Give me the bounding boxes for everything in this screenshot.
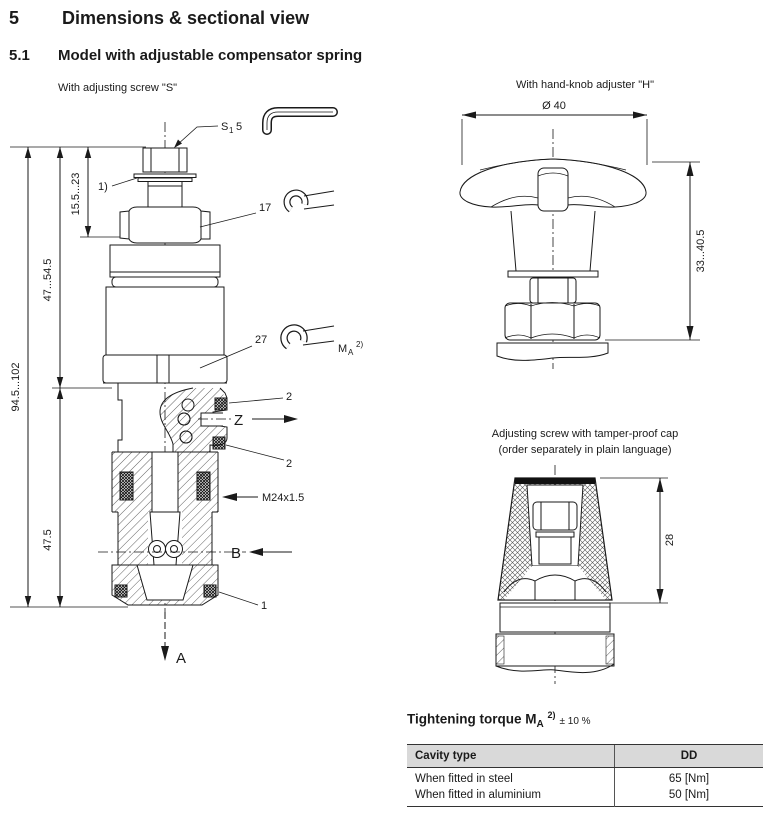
port-b-label: B	[231, 545, 242, 562]
table-row-steel	[407, 768, 763, 788]
oring-mid-leader	[226, 445, 284, 460]
dim-cap-height: 28	[664, 533, 676, 547]
seal-bottom-leader	[219, 592, 258, 605]
oring-upper	[215, 398, 227, 410]
allen-size-sub: 1	[229, 126, 234, 135]
oring-upper-leader	[229, 398, 283, 403]
cavity-type-steel: When fitted in steel	[415, 773, 513, 785]
torque-symbol-sup: 2)	[356, 340, 364, 349]
torque-symbol-sub: A	[348, 348, 354, 357]
dim-knob-diameter: Ø 40	[542, 100, 566, 112]
oring-upper-label: 2	[286, 391, 293, 403]
torque-title-sub: A	[536, 719, 544, 731]
torque-tolerance: ± 10 %	[559, 715, 591, 727]
allen-size-label: S	[221, 121, 229, 133]
body-hex-size-label: 27	[255, 334, 268, 346]
torque-aluminium: 50 [Nm]	[615, 787, 764, 807]
allen-size-value: 5	[236, 121, 243, 133]
washer-note-label: 1)	[98, 181, 108, 193]
dim-screw-travel: 15.5...23	[70, 172, 82, 216]
locknut	[505, 303, 600, 341]
torque-table-title	[407, 710, 591, 730]
dim-knob-height: 33...40.5	[695, 229, 707, 273]
hand-knob-drawing	[420, 95, 750, 380]
adjusting-screw-view-title: With adjusting screw "S"	[58, 82, 178, 94]
seal-bottom-label: 1	[261, 600, 268, 612]
torque-title-sup: 2)	[547, 710, 556, 720]
dim-overall-length: 94.5...102	[10, 362, 22, 412]
torque-table-header-row	[407, 745, 763, 768]
torque-symbol: M	[338, 343, 348, 355]
thread-label: M24x1.5	[262, 492, 305, 504]
subsection-title: Model with adjustable compensator spring	[58, 47, 363, 64]
dim-upper-length: 47...54.5	[42, 258, 54, 302]
section-heading	[9, 8, 309, 29]
dim-lower-length: 47.5	[42, 529, 54, 551]
seal-bottom-left	[115, 585, 127, 597]
port-a-arrow	[161, 612, 169, 661]
seal-bottom-right	[204, 585, 216, 597]
knob-outline	[460, 159, 646, 211]
open-end-wrench-icon	[283, 189, 334, 214]
torque-title-text: Tightening torque M	[407, 711, 537, 727]
subsection-number: 5.1	[9, 47, 30, 64]
oring-mid-label: 2	[286, 458, 293, 470]
torque-steel: 65 [Nm]	[615, 768, 764, 788]
hand-knob-view-title: With hand-knob adjuster "H"	[515, 79, 655, 91]
section-title: Dimensions & sectional view	[62, 8, 310, 28]
cavity-type-aluminium: When fitted in aluminium	[415, 789, 541, 801]
oring-mid	[213, 437, 225, 449]
port-z-label: Z	[234, 412, 244, 429]
diameter-dimension	[462, 112, 647, 166]
port-a-label: A	[176, 650, 187, 667]
subsection-heading	[9, 47, 362, 64]
torque-wrench-icon	[280, 324, 334, 352]
valve-body-below-cap	[496, 603, 614, 673]
torque-table	[407, 744, 763, 807]
torque-col-cavity-type: Cavity type	[407, 745, 615, 768]
table-row-aluminium	[407, 787, 763, 807]
locknut-size-label: 17	[259, 202, 272, 214]
torque-col-dd: DD	[615, 745, 764, 768]
washer-note-leader	[112, 178, 137, 186]
adjusting-screw-drawing	[0, 100, 400, 700]
tamper-cap-title-line1: Adjusting screw with tamper-proof cap	[491, 428, 679, 440]
tamper-cap-drawing	[420, 460, 750, 690]
valve-top-face	[497, 343, 608, 360]
tamper-cap-title-line2: (order separately in plain language)	[498, 444, 672, 456]
cap-body	[498, 478, 612, 600]
section-number: 5	[9, 8, 20, 28]
valve-section	[103, 383, 227, 605]
allen-key-icon	[267, 112, 333, 130]
allen-key-callout	[174, 126, 218, 148]
